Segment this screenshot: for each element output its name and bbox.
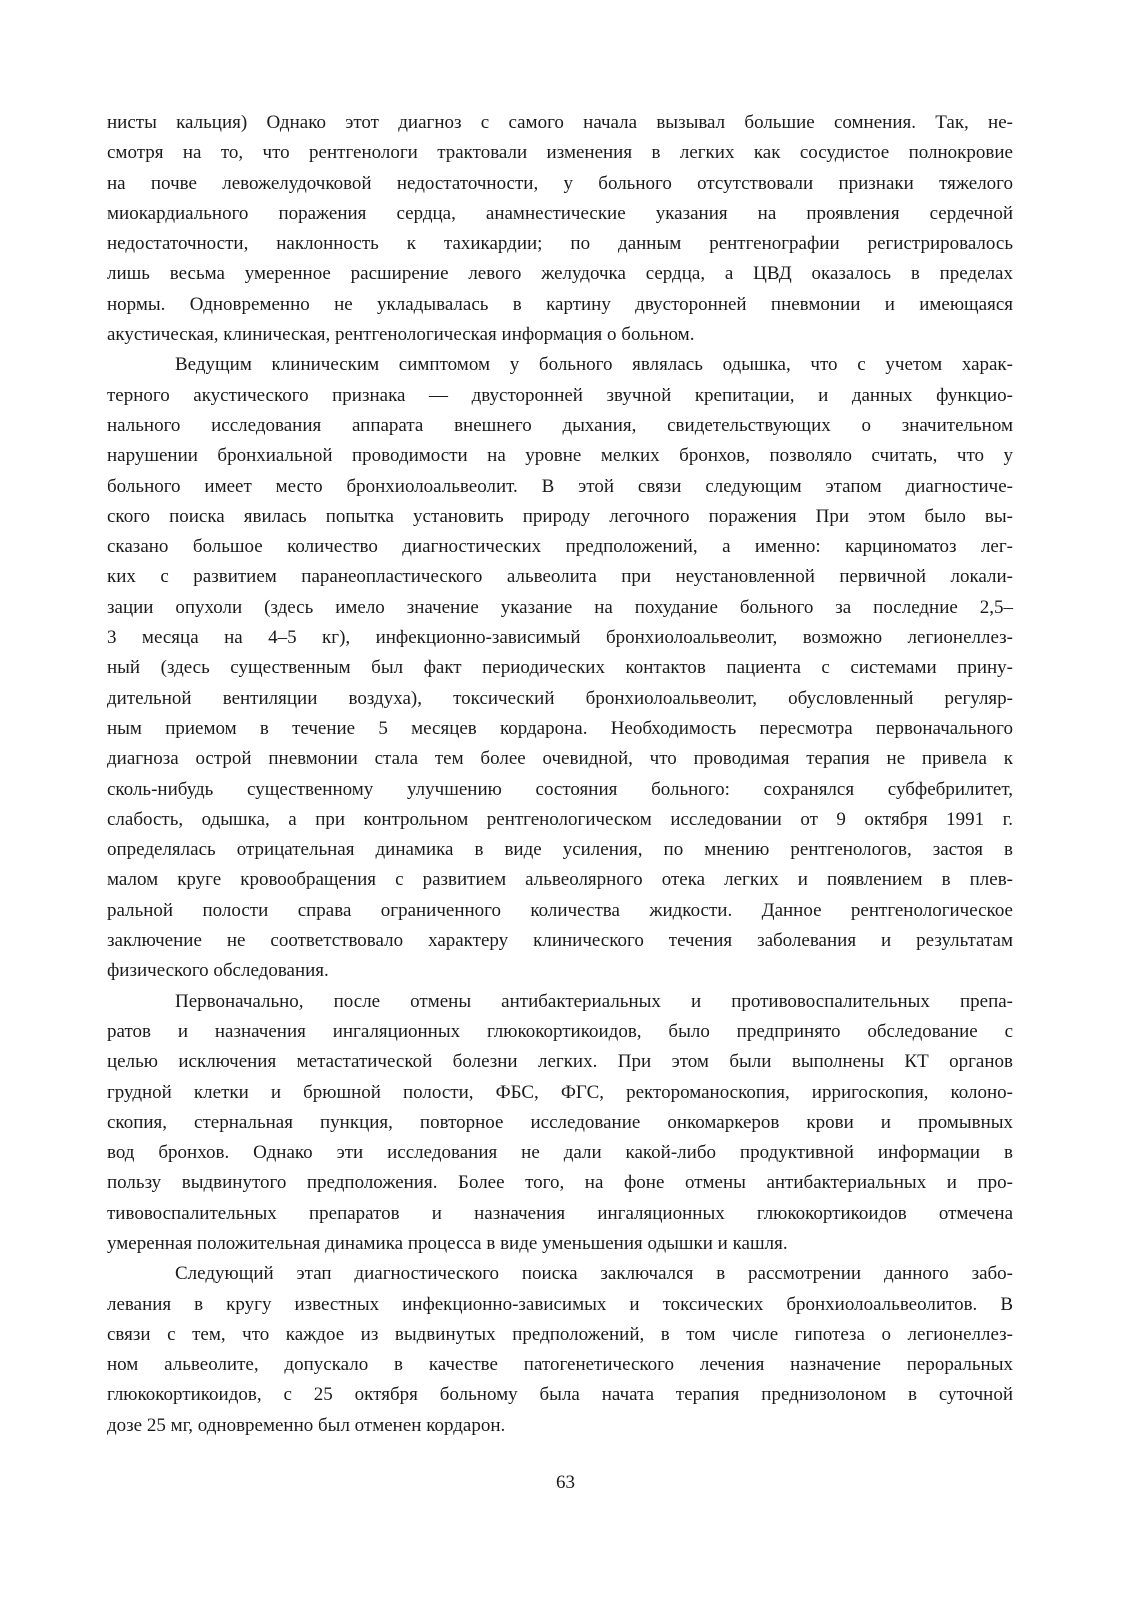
text-line: сколь-нибудь существенному улучшению состояния больного: сохранялся субфебрилитет, (107, 778, 1013, 800)
text-line: нального исследования аппарата внешнего дыхания, свидетельствующих о значительном (107, 414, 1013, 436)
text-line: физического обследования. (107, 960, 329, 982)
text-line: недостаточности, наклонность к тахикардии; по данным рентгенографии регистрировалось (107, 233, 1013, 255)
text-line: 3 месяца на 4–5 кг), инфекционно-зависимый бронхиолоальвеолит, возможно легионеллез- (107, 627, 1013, 649)
text-line: ным приемом в течение 5 месяцев кордарона. Необходимость пересмотра первоначального (107, 717, 1013, 739)
text-line: глюкокортикоидов, с 25 октября больному была начата терапия преднизолоном в суточной (107, 1384, 1013, 1406)
text-line: нормы. Одновременно не укладывалась в картину двусторонней пневмонии и имеющаяся (107, 293, 1013, 315)
text-line: нарушении бронхиальной проводимости на уровне мелких бронхов, позволяло считать, что у (107, 445, 1013, 467)
text-line: ный (здесь существенным был факт периодических контактов пациента с системами прину- (107, 657, 1013, 679)
text-line: определялась отрицательная динамика в виде усиления, по мнению рентгенологов, застоя в (107, 839, 1013, 861)
text-line: диагноза острой пневмонии стала тем более очевидной, что проводимая терапия не привела к (107, 748, 1013, 770)
text-line: дозе 25 мг, одновременно был отменен кордарон. (107, 1414, 506, 1436)
text-line: смотря на то, что рентгенологи трактовали изменения в легких как сосудистое полнокровие (107, 142, 1013, 164)
text-line: ральной полости справа ограниченного количества жидкости. Данное рентгенологическое (107, 899, 1013, 921)
text-line: терного акустического признака — двусторонней звучной крепитации, и данных функцио- (107, 384, 1013, 406)
paragraph (107, 350, 1013, 986)
paragraph (107, 987, 1013, 1260)
paragraph (107, 1259, 1013, 1441)
text-line: пользу выдвинутого предположения. Более того, на фоне отмены антибактериальных и про- (107, 1172, 1013, 1194)
page-number: 63 (556, 1472, 575, 1493)
text-line: Первоначально, после отмены антибактериальных и противовоспалительных препа- (175, 990, 1013, 1012)
text-line: акустическая, клиническая, рентгенологическая информация о больном. (107, 324, 695, 346)
text-line: заключение не соответствовало характеру клинического течения заболевания и результатам (107, 930, 1013, 952)
text-line: зации опухоли (здесь имело значение указание на похудание больного за последние 2,5– (107, 596, 1013, 618)
text-line: Ведущим клиническим симптомом у больного являлась одышка, что с учетом харак- (175, 354, 1013, 376)
text-line: лишь весьма умеренное расширение левого желудочка сердца, а ЦВД оказалось в пределах (107, 263, 1013, 285)
text-line: миокардиального поражения сердца, анамнестические указания на проявления сердечной (107, 202, 1013, 224)
text-line: скопия, стернальная пункция, повторное исследование онкомаркеров крови и промывных (107, 1111, 1013, 1133)
text-line: слабость, одышка, а при контрольном рентгенологическом исследовании от 9 октября 1991 г. (107, 808, 1013, 830)
text-line: на почве левожелудочковой недостаточности, у больного отсутствовали признаки тяжелого (107, 172, 1013, 194)
text-line: сказано большое количество диагностических предположений, а именно: карциноматоз лег- (107, 536, 1013, 558)
text-line: целью исключения метастатической болезни легких. При этом были выполнены КТ органов (107, 1051, 1013, 1073)
text-line: ратов и назначения ингаляционных глюкокортикоидов, было предпринято обследование с (107, 1020, 1013, 1042)
text-line: умеренная положительная динамика процесса в виде уменьшения одышки и кашля. (107, 1232, 788, 1254)
text-line: левания в кругу известных инфекционно-зависимых и токсических бронхиолоальвеолитов. В (107, 1293, 1013, 1315)
text-line: Следующий этап диагностического поиска заключался в рассмотрении данного забо- (175, 1263, 1013, 1285)
paragraph (107, 108, 1013, 350)
text-line: связи с тем, что каждое из выдвинутых предположений, в том числе гипотеза о легионеллез- (107, 1323, 1013, 1345)
text-line: нисты кальция) Однако этот диагноз с самого начала вызывал большие сомнения. Так, не- (107, 112, 1013, 133)
text-line: ского поиска явилась попытка установить природу легочного поражения При этом было вы- (107, 505, 1013, 527)
text-line: тивовоспалительных препаратов и назначения ингаляционных глюкокортикоидов отмечена (107, 1202, 1013, 1224)
text-line: ких с развитием паранеопластического альвеолита при неустановленной первичной локали- (107, 566, 1013, 588)
text-line: дительной вентиляции воздуха), токсический бронхиолоальвеолит, обусловленный регуляр- (107, 687, 1013, 709)
text-line: ном альвеолите, допускало в качестве патогенетического лечения назначение пероральных (107, 1354, 1013, 1376)
text-line: малом круге кровообращения с развитием альвеолярного отека легких и появлением в плев- (107, 869, 1013, 891)
text-line: грудной клетки и брюшной полости, ФБС, ФГС, ректороманоскопия, ирригоскопия, колоно- (107, 1081, 1013, 1103)
body-text (107, 108, 1013, 1441)
text-line: больного имеет место бронхиолоальвеолит. В этой связи следующим этапом диагностиче- (107, 475, 1013, 497)
text-line: вод бронхов. Однако эти исследования не дали какой-либо продуктивной информации в (107, 1142, 1013, 1164)
